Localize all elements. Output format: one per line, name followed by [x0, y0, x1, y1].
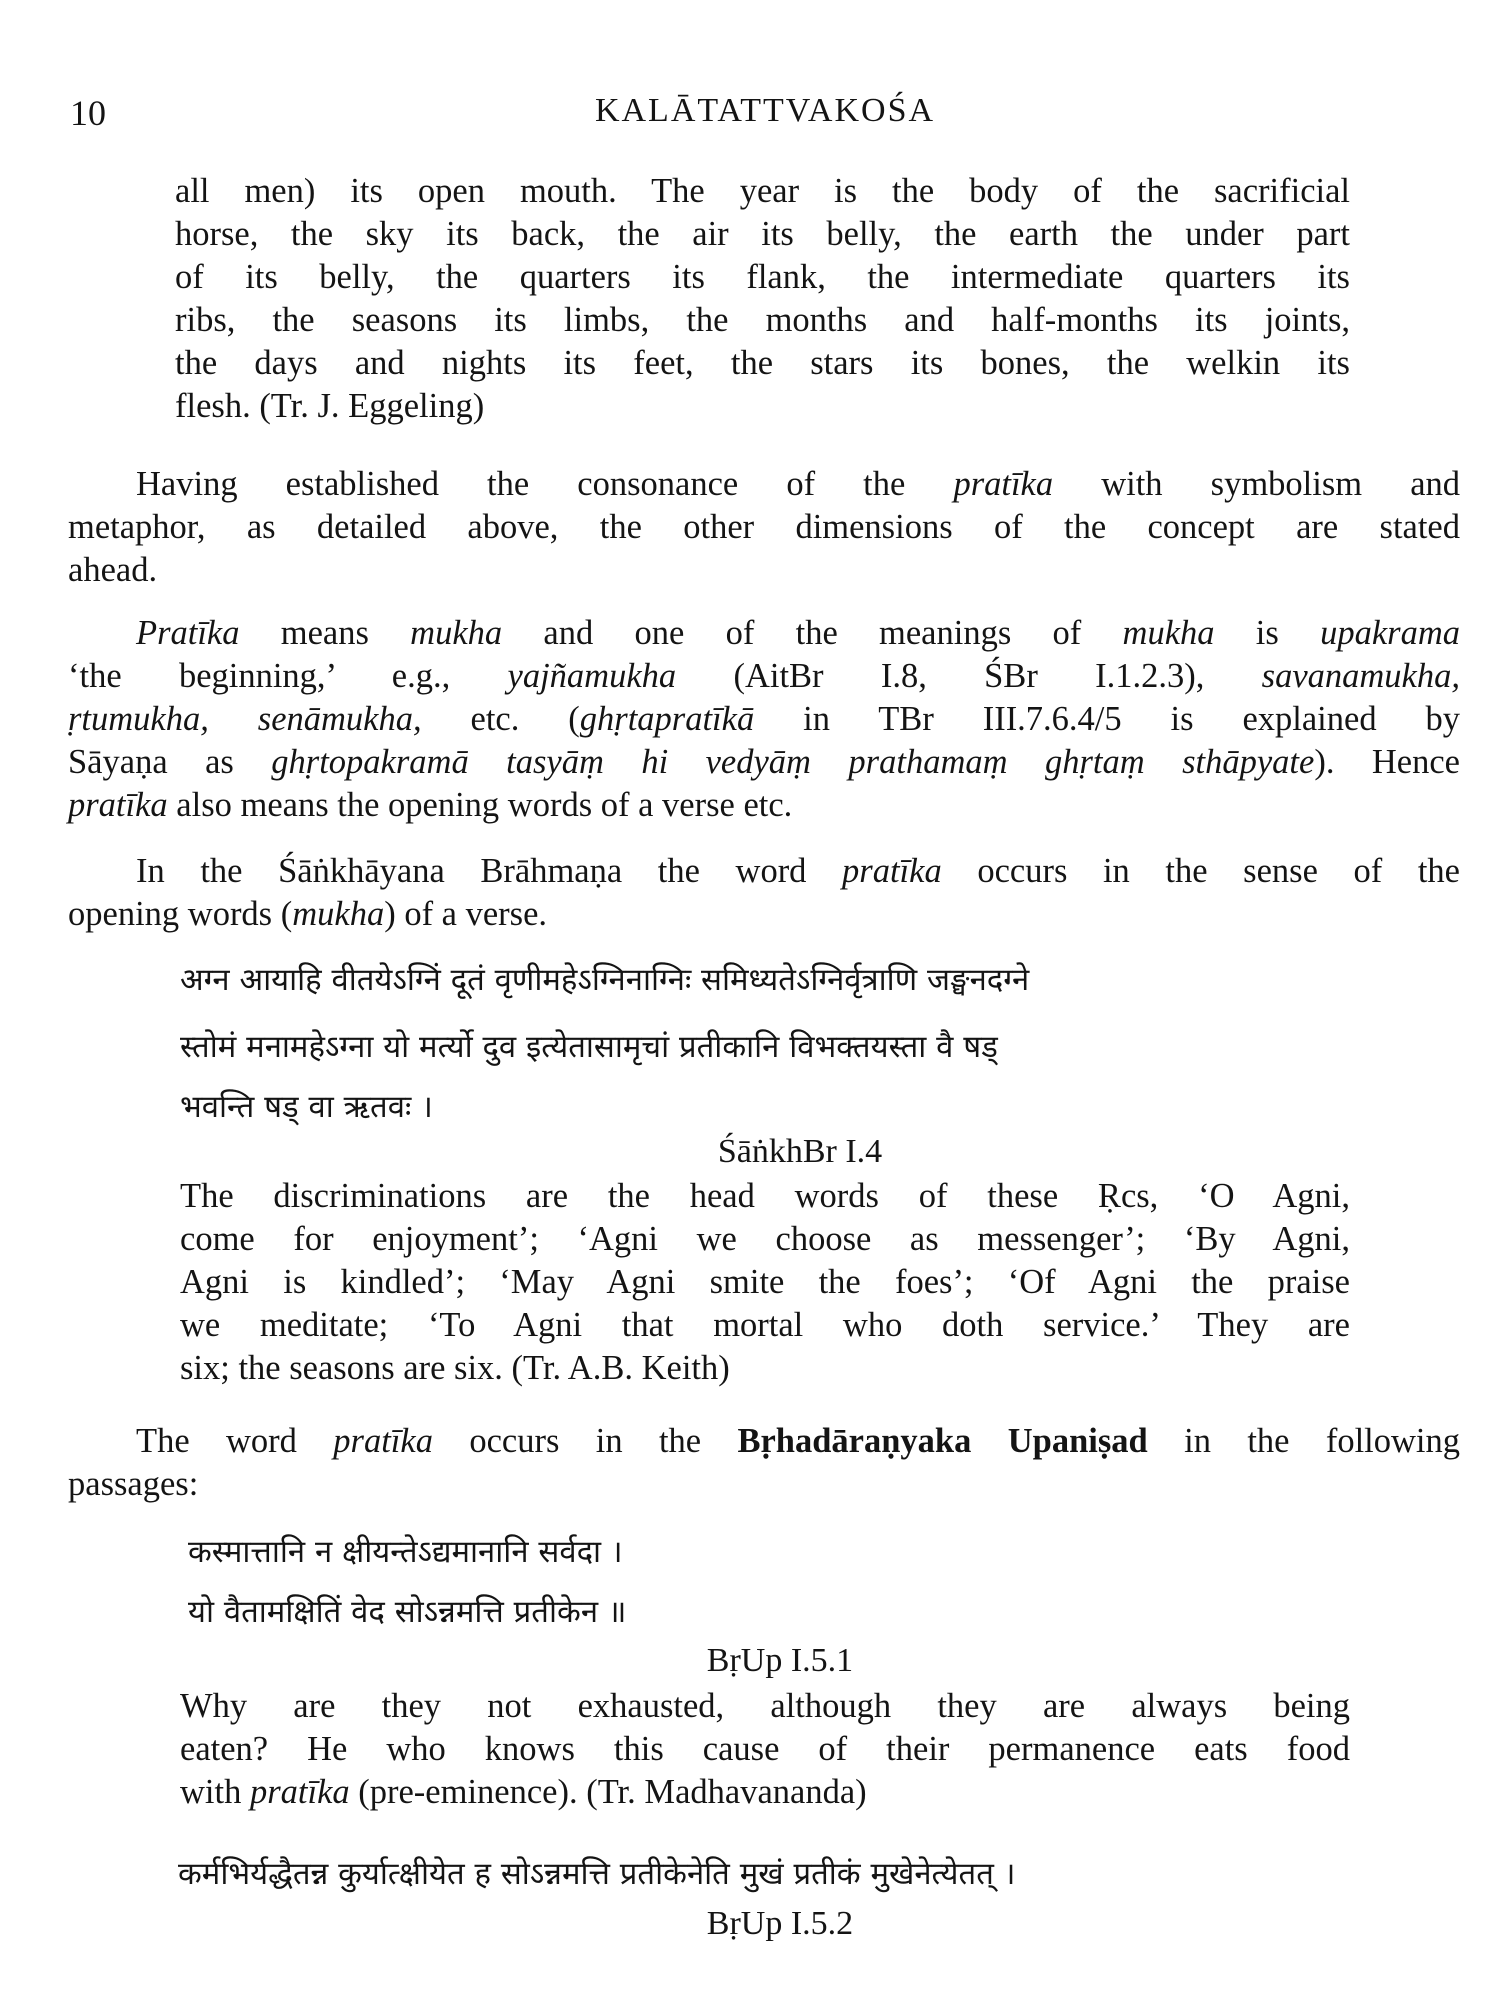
running-head: KALĀTATTVAKOŚA [594, 92, 936, 129]
para-line: Pratīka means mukha and one of the meanings of mukha is upakrama [136, 614, 1460, 652]
para-line: passages: [68, 1465, 199, 1503]
quote-line: The discriminations are the head words of these Ṛcs, ‘O Agni, [180, 1177, 1350, 1215]
paragraph-sankhayana [68, 850, 1460, 936]
page-number: 10 [70, 93, 106, 133]
para-line: The word pratīka occurs in the Bṛhadāraṇyaka Upaniṣad in the following [136, 1422, 1460, 1460]
sanskrit-line: स्तोमं मनामहेऽग्ना यो मर्त्यो दुव इत्येतासामृचां प्रतीकानि विभक्तयस्ता वै षड् [180, 1029, 998, 1065]
para-line: Sāyaṇa as ghṛtopakramā tasyāṃ hi vedyāṃ prathamaṃ ghṛtaṃ sthāpyate). Hence [68, 743, 1460, 781]
quote-line: Why are they not exhausted, although they are always being [180, 1687, 1350, 1725]
quote-line: with pratīka (pre-eminence). (Tr. Madhavananda) [180, 1773, 867, 1811]
para-line: ṛtumukha, senāmukha, etc. (ghṛtapratīkā in TBr III.7.6.4/5 is explained by [68, 700, 1460, 738]
sanskrit-line: कर्मभिर्यद्धैतन्न कुर्यात्क्षीयेत ह सोऽन्नमत्ति प्रतीकेनेति मुखं प्रतीकं मुखेनेत्येतत् । [178, 1856, 1016, 1892]
quote-line: the days and nights its feet, the stars its bones, the welkin its [175, 344, 1350, 382]
quote-line: of its belly, the quarters its flank, the intermediate quarters its [175, 258, 1350, 296]
citation: BṛUp I.5.1 [706, 1642, 854, 1679]
para-line: metaphor, as detailed above, the other dimensions of the concept are stated [68, 508, 1460, 546]
para-line: ahead. [68, 551, 158, 589]
quote-line: Agni is kindled’; ‘May Agni smite the foes’; ‘Of Agni the praise [180, 1263, 1350, 1301]
quote-madhavananda [180, 1685, 1350, 1814]
para-line: Having established the consonance of the pratīka with symbolism and [136, 465, 1461, 503]
quote-line: we meditate; ‘To Agni that mortal who doth service.’ They are [180, 1306, 1350, 1344]
quote-line: six; the seasons are six. (Tr. A.B. Keith) [180, 1349, 730, 1387]
citation: BṛUp I.5.2 [706, 1905, 854, 1942]
quote-line: flesh. (Tr. J. Eggeling) [175, 387, 485, 425]
sanskrit-line: यो वैतामक्षितिं वेद सोऽन्नमत्ति प्रतीकेन ॥ [188, 1594, 627, 1630]
quote-keith [180, 1175, 1350, 1390]
sanskrit-line: अग्न आयाहि वीतयेऽग्निं दूतं वृणीमहेऽग्निनाग्निः समिध्यतेऽग्निर्वृत्राणि जङ्घनदग्ने [180, 962, 1030, 998]
para-line: ‘the beginning,’ e.g., yajñamukha (AitBr I.8, ŚBr I.1.2.3), savanamukha, [68, 657, 1460, 695]
sanskrit-line: कस्मात्तानि न क्षीयन्तेऽद्यमानानि सर्वदा । [188, 1534, 623, 1570]
para-line: In the Śāṅkhāyana Brāhmaṇa the word pratīka occurs in the sense of the [136, 852, 1460, 890]
sanskrit-line: भवन्ति षड् वा ऋतवः । [180, 1089, 433, 1125]
para-line: opening words (mukha) of a verse. [68, 895, 548, 933]
quote-line: come for enjoyment’; ‘Agni we choose as messenger’; ‘By Agni, [180, 1220, 1350, 1258]
quote-line: ribs, the seasons its limbs, the months and half-months its joints, [175, 301, 1350, 339]
paragraph-pratika-mukha [68, 612, 1460, 827]
paragraph-consonance [68, 463, 1460, 592]
quote-line: eaten? He who knows this cause of their permanence eats food [180, 1730, 1350, 1768]
quote-eggeling [175, 170, 1350, 428]
para-line: pratīka also means the opening words of a verse etc. [68, 786, 793, 824]
citation: ŚāṅkhBr I.4 [717, 1133, 883, 1170]
quote-line: all men) its open mouth. The year is the body of the sacrificial [175, 172, 1350, 210]
quote-line: horse, the sky its back, the air its belly, the earth the under part [175, 215, 1350, 253]
paragraph-brhadaranyaka [68, 1420, 1460, 1506]
